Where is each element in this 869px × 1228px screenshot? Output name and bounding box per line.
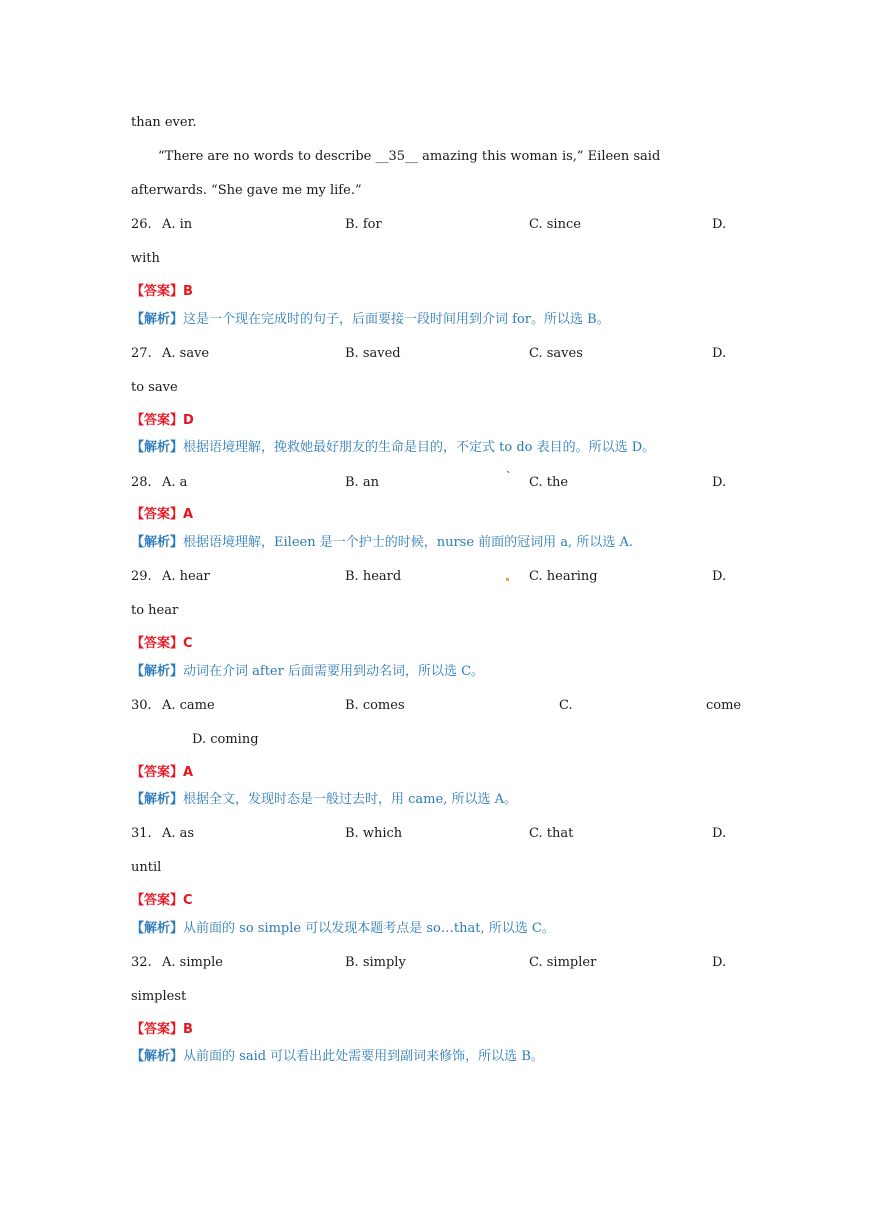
option-d-text: to save (131, 380, 178, 395)
explanation-tag: 【解析】 (131, 1049, 184, 1064)
question-number: 26. (131, 217, 152, 232)
explanation (131, 921, 555, 937)
explanation (131, 1049, 544, 1065)
option-c: C. the (529, 475, 569, 490)
option-c: C. hearing (529, 569, 598, 584)
option-b: B. comes (345, 698, 405, 713)
option-a: A. as (162, 826, 195, 841)
option-c: C. since (529, 217, 581, 232)
explanation (131, 440, 655, 456)
explanation-tag: 【解析】 (131, 440, 184, 455)
option-d-text: to hear (131, 603, 179, 618)
question-number: 32. (131, 955, 152, 970)
answer-label: 【答案】B (131, 1022, 193, 1037)
answer-label: 【答案】A (131, 765, 194, 780)
explanation-tag: 【解析】 (131, 312, 184, 327)
option-d: D. (712, 955, 727, 970)
option-a: A. came (162, 698, 215, 713)
explanation (131, 312, 610, 328)
answer-label: 【答案】D (131, 413, 194, 428)
option-b: B. heard (345, 569, 402, 584)
option-d: D. coming (192, 732, 259, 747)
option-a: A. hear (162, 569, 210, 584)
option-a: A. simple (162, 955, 223, 970)
option-d: D. (712, 346, 727, 361)
option-d: D. (712, 475, 727, 490)
explanation-text: 根据全文，发现时态是一般过去时，用 came, 所以选 A。 (183, 792, 517, 807)
option-b: B. for (345, 217, 382, 232)
option-b: B. saved (345, 346, 401, 361)
answer-label: 【答案】B (131, 284, 193, 299)
option-d-text: with (131, 251, 160, 266)
explanation (131, 664, 484, 680)
answer-label: 【答案】C (131, 636, 193, 651)
explanation-text: 从前面的 said 可以看出此处需要用到副词来修饰，所以选 B。 (183, 1049, 544, 1064)
answer-label: 【答案】C (131, 893, 193, 908)
option-d: D. (712, 569, 727, 584)
explanation-tag: 【解析】 (131, 921, 184, 936)
option-d-text: simplest (131, 989, 187, 1004)
explanation-tag: 【解析】 (131, 664, 184, 679)
option-c: C. that (529, 826, 574, 841)
question-number: 29. (131, 569, 152, 584)
option-a: A. save (162, 346, 210, 361)
explanation (131, 792, 517, 808)
option-c: C. simpler (529, 955, 597, 970)
option-d-text: until (131, 860, 162, 875)
explanation (131, 535, 633, 551)
option-d: D. (712, 217, 727, 232)
passage-line-2: “There are no words to describe __35__ amazing this woman is,” Eileen said (158, 149, 661, 164)
explanation-tag: 【解析】 (131, 535, 184, 550)
option-b: B. which (345, 826, 403, 841)
explanation-text: 根据语境理解，挽救她最好朋友的生命是目的，不定式 to do 表目的。所以选 D。 (183, 440, 656, 455)
question-number: 28. (131, 475, 152, 490)
passage-line-3: afterwards. “She gave me my life.” (131, 183, 362, 198)
option-c: C. saves (529, 346, 583, 361)
option-a: A. a (162, 475, 188, 490)
option-b: B. an (345, 475, 379, 490)
question-number: 27. (131, 346, 152, 361)
option-c-text: come (706, 698, 742, 713)
question-number: 31. (131, 826, 152, 841)
stray-mark: ` (506, 470, 512, 483)
explanation-text: 从前面的 so simple 可以发现本题考点是 so…that, 所以选 C。 (183, 921, 555, 936)
option-b: B. simply (345, 955, 406, 970)
explanation-tag: 【解析】 (131, 792, 184, 807)
option-d: D. (712, 826, 727, 841)
stray-dot (506, 578, 509, 581)
explanation-text: 动词在介词 after 后面需要用到动名词，所以选 C。 (183, 664, 485, 679)
passage-line-1: than ever. (131, 115, 197, 130)
option-a: A. in (162, 217, 193, 232)
explanation-text: 这是一个现在完成时的句子，后面要接一段时间用到介词 for。所以选 B。 (183, 312, 610, 327)
question-number: 30. (131, 698, 152, 713)
answer-label: 【答案】A (131, 507, 194, 522)
option-c: C. (559, 698, 573, 713)
explanation-text: 根据语境理解，Eileen 是一个护士的时候，nurse 前面的冠词用 a, 所以选 A. (183, 535, 633, 550)
